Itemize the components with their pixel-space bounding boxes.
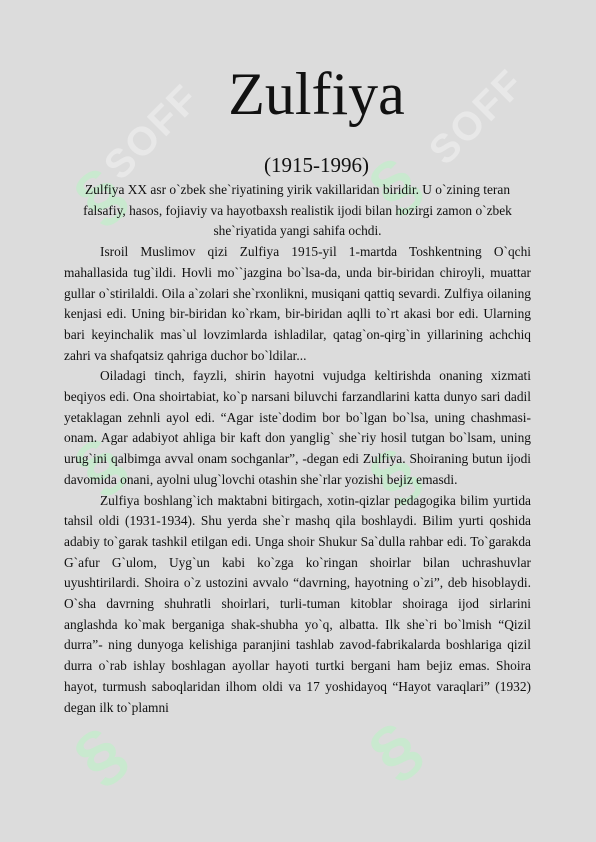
body-paragraph: Oiladagi tinch, fayzli, shirin hayotni vujudga keltirishda onaning xizmati beqiyos edi. Ona shoirtabiat, ko`p narsani biluvchi farzandlarini katta dunyo sari dadil yetaklagan zehnli ayol edi. “Agar iste`dodim bor bo`lgan bo`lsa, uning chashmasi-onam. Agar adabiyot ahliga bir kaft don yanglig` she`riy hosil tutgan bo`lsam, uning urug`ini qalbimga avval onam sochganlar”, -degan edi Zulfiya. Shoiraning butun ijodi davomida onani, ayolni ulug`lovchi otashin she`rlar yozishi bejiz emasdi. — [64, 368, 531, 487]
document-page — [59, 50, 531, 718]
intro-paragraph: Zulfiya XX asr o`zbek she`riyatining yirik vakillaridan biridir. U o`zining teran falsafiy, hasos, fojiaviy va hayotbaxsh realistik ijodi bilan hozirgi zamon o`zbek she`riyatida yangi sahifa ochdi. — [83, 182, 512, 239]
watermark-logo-icon: § — [354, 432, 435, 518]
watermark-logo-icon: § — [354, 707, 435, 793]
life-dates: (1915-1996) — [264, 153, 369, 177]
watermark-text: SOFF — [95, 76, 209, 189]
document-title: Zulfiya — [228, 61, 405, 127]
body-paragraph: Zulfiya boshlang`ich maktabni bitirgach, xotin-qizlar pedagogika bilim yurtida tahsil oldi (1931-1934). Shu yerda she`r mashq qila boshlaydi. Bilim yurti qoshida adabiy to`garak tashkil etilgan edi. Unga shoir Shukur Sa`dulla rahbar edi. To`garakda G`afur G`ulom, Uyg`un kabi ko`zga ko`ringan shoirlar bilan uchrashuvlar uyushtirilardi. Shoira o`z ustozini avvalo “davrning, hayotning o`zi”, deb hisoblaydi. O`sha davrning shuhratli shoirlari, turli-tuman kitoblar shoiraga ijod sirlarini anglashda ko`mak berganiga shak-shubha yo`q, albatta. Ilk she`ri bo`lmish “Qizil durra”- ning dunyoga kelishiga paranjini tashlab zavod-fabrikalarda boshlariga qizil durra o`rab ishlay boshlagan ayollar hayoti turtki bergani ham bejiz emas. Shoira hayot, turmush saboqlaridan ilhom oldi va 17 yoshidayoq “Hayot varaqlari” (1932) degan ilk to`plamni — [64, 492, 531, 715]
watermark-logo-icon: § — [59, 152, 140, 238]
body-paragraph: Isroil Muslimov qizi Zulfiya 1915-yil 1-martda Toshkentning O`qchi mahallasida tug`ildi. Hovli mo``jazgina bo`lsa-da, unda bir-biridan chiroyli, muattar gullar o`stirilaldi. Oila a`zolari she`rxonlikni, musiqani qattiq sevardi. Zulfiya oilaning kenjasi edi. Uning bir-biridan ko`rkam, bir-biridan aqlli to`rt akasi bor edi. Ularning bari keyinchalik mas`ul lovzimlarda ishladilar, qatag`on-qirg`in yillarining achchiq zahri va shafqatsiz qahriga duchor bo`ldilar... — [64, 244, 531, 363]
watermark-logo-icon: § — [59, 712, 140, 798]
watermark-text: SOFF — [420, 61, 534, 174]
watermark-logo-icon: § — [59, 422, 140, 508]
watermark-logo-icon: § — [354, 142, 435, 228]
